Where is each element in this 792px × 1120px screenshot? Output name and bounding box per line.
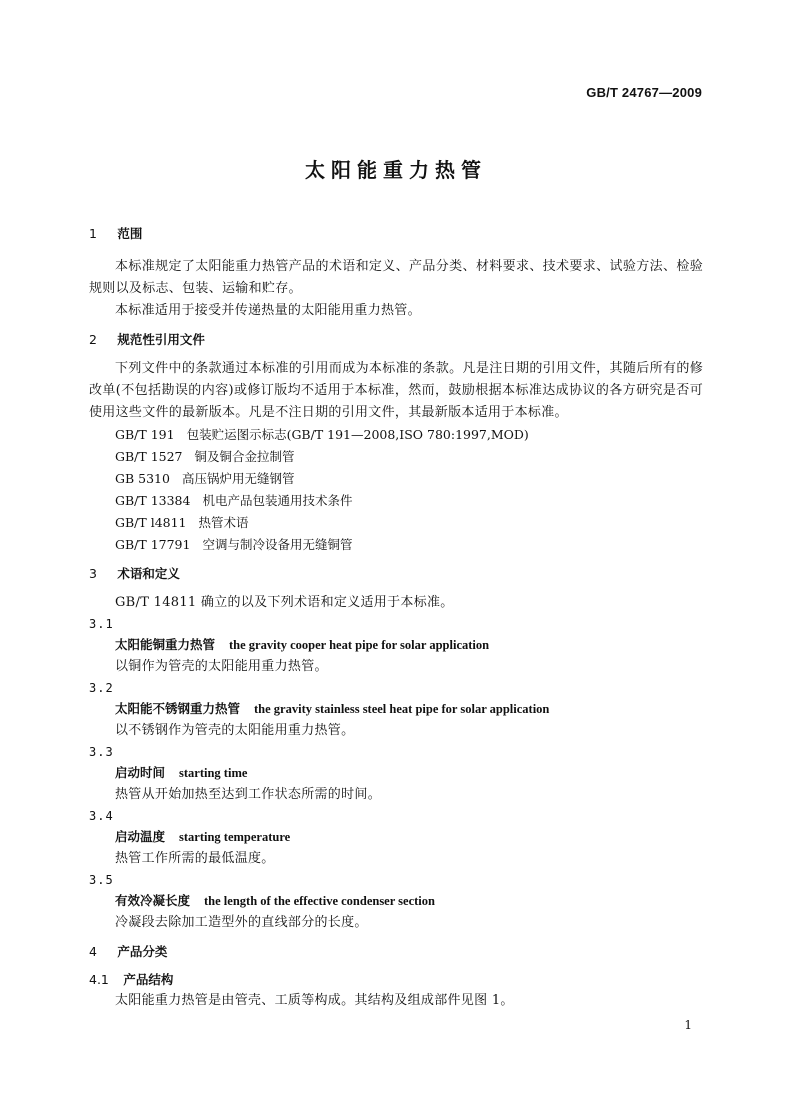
subsection-number: 4.1 xyxy=(89,972,109,987)
reference-title: 空调与制冷设备用无缝铜管 xyxy=(202,537,353,552)
reference-code: GB/T 17791 xyxy=(115,537,191,552)
reference-item xyxy=(89,424,703,446)
term-entry xyxy=(89,762,703,784)
term-number: 3.1 xyxy=(89,617,114,631)
term-english: the length of the effective condenser section xyxy=(204,894,435,908)
document-title: 太阳能重力热管 xyxy=(305,158,487,182)
section-number: 4 xyxy=(89,944,97,959)
subsection-heading-structure xyxy=(89,970,703,990)
term-chinese: 启动温度 xyxy=(115,829,166,844)
term-number: 3.3 xyxy=(89,745,114,759)
term-number: 3.4 xyxy=(89,809,114,823)
paragraph: 本标准规定了太阳能重力热管产品的术语和定义、产品分类、材料要求、技术要求、试验方法、检验规则以及标志、包装、运输和贮存。 xyxy=(89,259,703,296)
section-title: 产品分类 xyxy=(117,944,168,959)
term-chinese: 有效冷凝长度 xyxy=(115,893,191,908)
reference-code: GB/T 1527 xyxy=(115,449,183,464)
term-definition: 以不锈钢作为管壳的太阳能用重力热管。 xyxy=(115,723,355,738)
section-title: 规范性引用文件 xyxy=(117,332,205,347)
term-definition: 热管从开始加热至达到工作状态所需的时间。 xyxy=(115,787,382,802)
section-title: 范围 xyxy=(117,226,143,241)
term-english: the gravity stainless steel heat pipe for solar application xyxy=(254,702,550,716)
term-entry xyxy=(89,826,703,848)
reference-item xyxy=(89,490,703,512)
term-english: the gravity cooper heat pipe for solar application xyxy=(229,638,490,652)
section-title: 术语和定义 xyxy=(117,566,180,581)
term-definition: 以铜作为管壳的太阳能用重力热管。 xyxy=(115,659,328,674)
term-definition: 冷凝段去除加工造型外的直线部分的长度。 xyxy=(115,915,368,930)
reference-code: GB/T 191 xyxy=(115,427,175,442)
term-number: 3.2 xyxy=(89,681,114,695)
subsection-title: 产品结构 xyxy=(123,972,174,987)
reference-item xyxy=(89,446,703,468)
term-english: starting time xyxy=(179,766,248,780)
reference-item xyxy=(89,512,703,534)
page-number: 1 xyxy=(684,1018,692,1032)
reference-code: GB/T 13384 xyxy=(115,493,191,508)
document-body xyxy=(89,224,703,1012)
term-chinese: 太阳能不锈钢重力热管 xyxy=(115,701,241,716)
term-chinese: 太阳能铜重力热管 xyxy=(115,637,216,652)
term-entry xyxy=(89,890,703,912)
standard-code: GB/T 24767—2009 xyxy=(586,85,702,100)
reference-title: 热管术语 xyxy=(198,515,249,530)
section-heading-normative-references xyxy=(89,330,703,350)
section-heading-terms xyxy=(89,564,703,584)
paragraph: 太阳能重力热管是由管壳、工质等构成。其结构及组成部件见图 1。 xyxy=(115,993,514,1008)
section-heading-classification xyxy=(89,942,703,962)
reference-code: GB/T l4811 xyxy=(115,515,187,530)
term-entry xyxy=(89,698,703,720)
term-english: starting temperature xyxy=(179,830,291,844)
reference-title: 机电产品包装通用技术条件 xyxy=(202,493,353,508)
term-chinese: 启动时间 xyxy=(115,765,166,780)
term-number: 3.5 xyxy=(89,873,114,887)
section-heading-scope xyxy=(89,224,703,244)
paragraph: 下列文件中的条款通过本标准的引用而成为本标准的条款。凡是注日期的引用文件，其随后所有的修改单(不包括勘误的内容)或修订版均不适用于本标准，然而，鼓励根据本标准达成协议的各方研究是否可使用这些文件的最新版本。凡是不注日期的引用文件，其最新版本适用于本标准。 xyxy=(89,361,703,420)
term-entry xyxy=(89,634,703,656)
reference-title: 铜及铜合金拉制管 xyxy=(194,449,295,464)
paragraph: 本标准适用于接受并传递热量的太阳能用重力热管。 xyxy=(115,303,421,318)
term-definition: 热管工作所需的最低温度。 xyxy=(115,851,275,866)
reference-title: 包装贮运图示标志(GB/T 191—2008,ISO 780:1997,MOD) xyxy=(186,427,529,442)
reference-item xyxy=(89,468,703,490)
reference-item xyxy=(89,534,703,556)
reference-title: 高压锅炉用无缝钢管 xyxy=(181,471,295,486)
section-number: 3 xyxy=(89,566,97,581)
section-number: 2 xyxy=(89,332,97,347)
section-number: 1 xyxy=(89,226,97,241)
paragraph: GB/T 14811 确立的以及下列术语和定义适用于本标准。 xyxy=(115,595,454,610)
reference-code: GB 5310 xyxy=(115,471,170,486)
